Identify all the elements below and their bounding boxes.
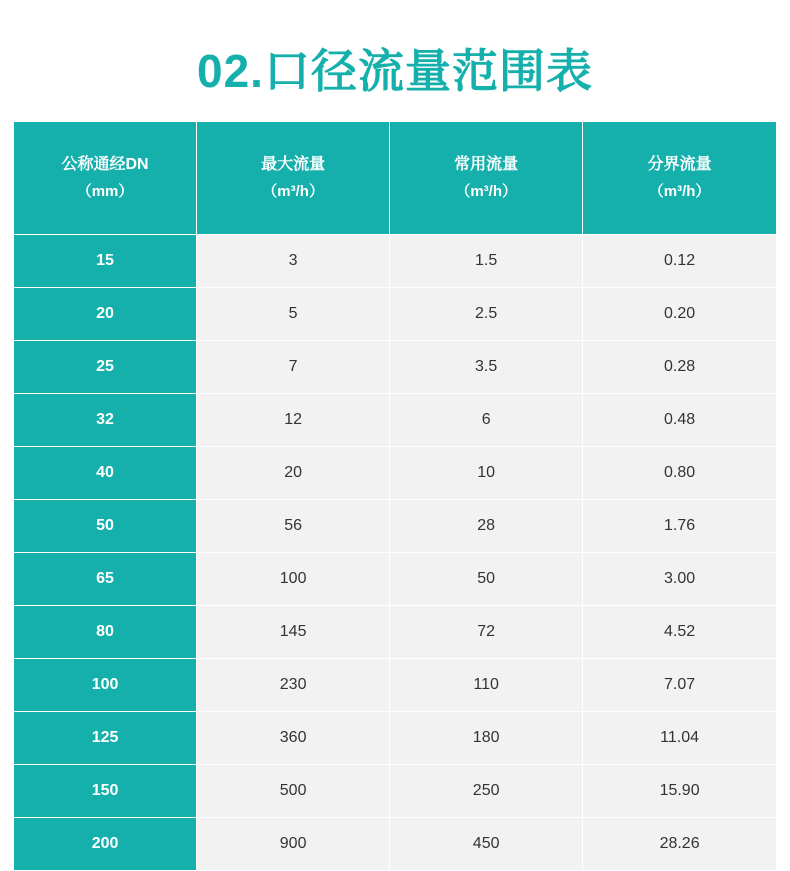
cell-dn: 40 [14,447,197,500]
cell-dn: 65 [14,553,197,606]
cell-normal-flow: 3.5 [390,341,583,394]
cell-dn: 80 [14,606,197,659]
cell-max-flow: 145 [197,606,390,659]
cell-max-flow: 360 [197,712,390,765]
cell-dn: 50 [14,500,197,553]
cell-dn: 150 [14,765,197,818]
cell-boundary-flow: 7.07 [583,659,777,712]
cell-dn: 125 [14,712,197,765]
cell-boundary-flow: 11.04 [583,712,777,765]
cell-normal-flow: 50 [390,553,583,606]
cell-max-flow: 900 [197,818,390,871]
page-title: 02.口径流量范围表 [197,45,593,97]
cell-max-flow: 100 [197,553,390,606]
cell-dn: 20 [14,288,197,341]
cell-dn: 32 [14,394,197,447]
cell-normal-flow: 180 [390,712,583,765]
column-header-max-flow [197,122,390,235]
cell-normal-flow: 6 [390,394,583,447]
flow-range-table-container [13,121,777,871]
cell-max-flow: 500 [197,765,390,818]
cell-max-flow: 5 [197,288,390,341]
cell-boundary-flow: 4.52 [583,606,777,659]
flow-range-table [13,121,777,871]
table-row [14,659,777,712]
cell-max-flow: 56 [197,500,390,553]
column-header-boundary-flow [583,122,777,235]
cell-normal-flow: 72 [390,606,583,659]
cell-boundary-flow: 0.20 [583,288,777,341]
cell-dn: 15 [14,235,197,288]
column-header-dn [14,122,197,235]
column-header-normal-flow-unit: （m³/h） [455,183,517,201]
cell-boundary-flow: 0.28 [583,341,777,394]
table-row [14,394,777,447]
table-row [14,765,777,818]
table-row [14,341,777,394]
cell-normal-flow: 1.5 [390,235,583,288]
table-row [14,553,777,606]
table-row [14,447,777,500]
column-header-normal-flow [390,122,583,235]
cell-max-flow: 7 [197,341,390,394]
table-row [14,712,777,765]
cell-boundary-flow: 3.00 [583,553,777,606]
cell-max-flow: 20 [197,447,390,500]
cell-normal-flow: 28 [390,500,583,553]
cell-normal-flow: 110 [390,659,583,712]
table-body [14,235,777,871]
cell-normal-flow: 450 [390,818,583,871]
column-header-boundary-flow-label: 分界流量 [647,156,712,174]
cell-boundary-flow: 0.80 [583,447,777,500]
table-row [14,235,777,288]
cell-dn: 25 [14,341,197,394]
cell-boundary-flow: 0.48 [583,394,777,447]
table-header-row [14,122,777,235]
table-row [14,288,777,341]
cell-max-flow: 230 [197,659,390,712]
column-header-normal-flow-label: 常用流量 [454,156,519,174]
table-row [14,500,777,553]
column-header-boundary-flow-unit: （m³/h） [648,183,711,201]
column-header-dn-label: 公称通经DN [61,156,149,174]
cell-max-flow: 3 [197,235,390,288]
cell-boundary-flow: 28.26 [583,818,777,871]
cell-normal-flow: 10 [390,447,583,500]
cell-boundary-flow: 15.90 [583,765,777,818]
cell-normal-flow: 250 [390,765,583,818]
cell-dn: 100 [14,659,197,712]
cell-boundary-flow: 0.12 [583,235,777,288]
column-header-dn-unit: （mm） [76,183,134,201]
table-header [14,122,777,235]
cell-normal-flow: 2.5 [390,288,583,341]
column-header-max-flow-label: 最大流量 [261,156,326,174]
column-header-max-flow-unit: （m³/h） [262,183,324,201]
cell-dn: 200 [14,818,197,871]
table-row [14,818,777,871]
cell-boundary-flow: 1.76 [583,500,777,553]
table-row [14,606,777,659]
cell-max-flow: 12 [197,394,390,447]
